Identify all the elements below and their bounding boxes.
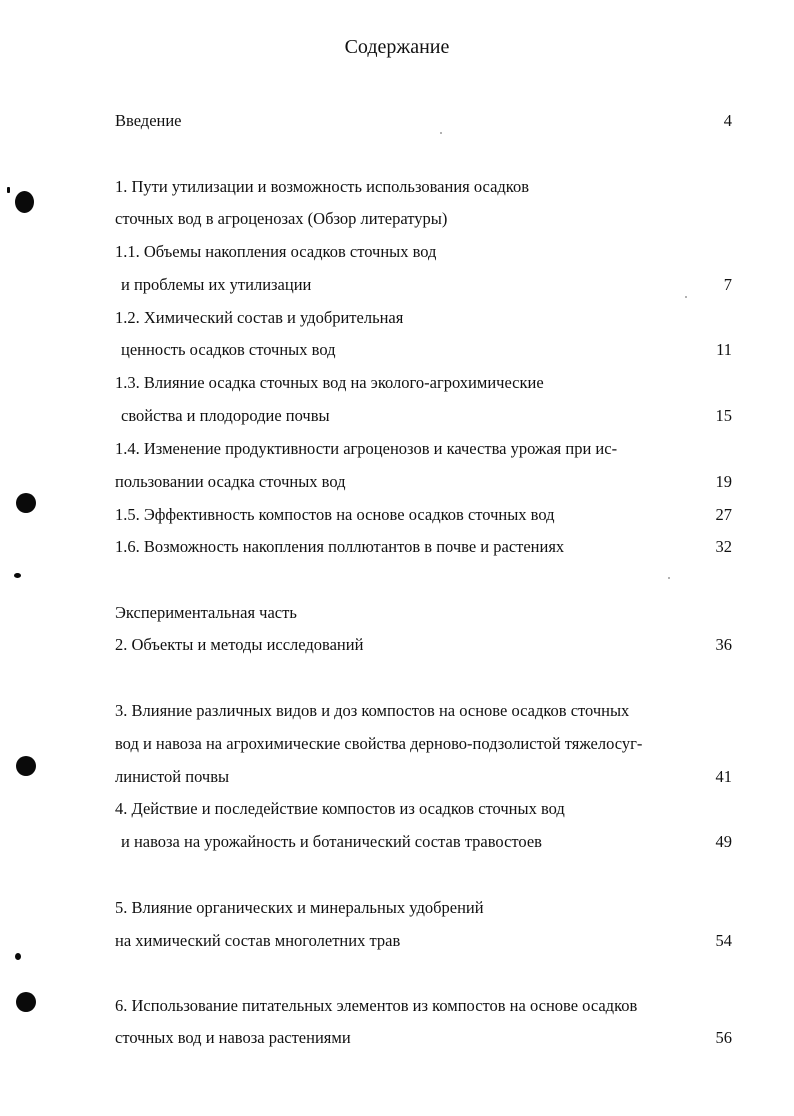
- toc-entry-chapter-4: [115, 797, 732, 821]
- toc-entry-text: пользовании осадка сточных вод: [115, 472, 346, 491]
- toc-entry-1-3-cont: [121, 404, 732, 428]
- scan-speck: [668, 577, 670, 579]
- page-title: Содержание: [344, 36, 450, 58]
- toc-entry-1-3: [115, 371, 732, 395]
- toc-entry-chapter-1: [115, 175, 732, 199]
- punch-hole-mark: [15, 191, 34, 213]
- toc-entry-text: на химический состав многолетних трав: [115, 931, 401, 950]
- toc-entry-text: линистой почвы: [115, 767, 230, 786]
- toc-entry-1-2-cont: [121, 338, 732, 362]
- toc-entry-1-1: [115, 240, 732, 264]
- toc-entry-page: 15: [715, 406, 732, 425]
- scan-speck: [440, 132, 442, 134]
- toc-entry-text: свойства и плодородие почвы: [121, 406, 330, 425]
- toc-entry-1-4: [115, 437, 732, 461]
- toc-entry-chapter-6: [115, 994, 732, 1018]
- toc-entry-text: и проблемы их утилизации: [121, 275, 312, 294]
- toc-entry-page: 56: [715, 1028, 732, 1047]
- toc-entry-chapter-4-cont: [121, 830, 732, 854]
- toc-entry-text: Введение: [115, 111, 182, 130]
- scan-speck: [15, 953, 21, 960]
- toc-entry-text: 6. Использование питательных элементов из компостов на основе осадков: [115, 996, 638, 1015]
- toc-entry-1-5: [115, 503, 732, 527]
- toc-entry-text: 1.3. Влияние осадка сточных вод на эколого-агрохимические: [115, 373, 544, 392]
- toc-entry-chapter-2: [115, 633, 732, 657]
- toc-entry-text: 2. Объекты и методы исследований: [115, 635, 364, 654]
- punch-hole-mark: [16, 992, 36, 1012]
- toc-entry-page: 11: [716, 340, 732, 359]
- toc-entry-chapter-3-cont2: [115, 765, 732, 789]
- scan-speck: [685, 296, 687, 298]
- scan-speck: [14, 573, 21, 578]
- toc-entry-text: 4. Действие и последействие компостов из осадков сточных вод: [115, 799, 565, 818]
- toc-entry-page: 32: [715, 537, 732, 556]
- toc-section-experimental: [115, 601, 732, 625]
- toc-entry-introduction: [115, 109, 732, 133]
- toc-entry-1-1-cont: [121, 273, 732, 297]
- toc-entry-1-2: [115, 306, 732, 330]
- toc-entry-text: вод и навоза на агрохимические свойства дерново-подзолистой тяжелосуг-: [115, 734, 643, 753]
- toc-entry-page: 49: [715, 832, 732, 851]
- toc-entry-text: Экспериментальная часть: [115, 603, 297, 622]
- toc-entry-chapter-5-cont: [115, 929, 732, 953]
- toc-entry-page: 7: [723, 275, 732, 294]
- toc-entry-chapter-5: [115, 896, 732, 920]
- toc-entry-text: ценность осадков сточных вод: [121, 340, 336, 359]
- toc-entry-chapter-3-cont: [115, 732, 732, 756]
- toc-entry-page: 19: [715, 472, 732, 491]
- toc-entry-text: 1.6. Возможность накопления поллютантов в почве и растениях: [115, 537, 565, 556]
- scan-speck: [7, 187, 10, 193]
- toc-entry-1-6: [115, 535, 732, 559]
- toc-entry-chapter-3: [115, 699, 732, 723]
- toc-entry-chapter-6-cont: [115, 1026, 732, 1050]
- toc-entry-page: 4: [723, 111, 732, 130]
- toc-entry-text: 1.4. Изменение продуктивности агроценозов и качества урожая при ис-: [115, 439, 618, 458]
- toc-entry-text: 1.5. Эффективность компостов на основе осадков сточных вод: [115, 505, 555, 524]
- toc-entry-text: 1. Пути утилизации и возможность использования осадков: [115, 177, 530, 196]
- toc-entry-text: сточных вод в агроценозах (Обзор литературы): [115, 209, 448, 228]
- toc-entry-chapter-1-cont: [115, 207, 732, 231]
- toc-entry-text: 1.2. Химический состав и удобрительная: [115, 308, 404, 327]
- toc-entry-text: и навоза на урожайность и ботанический состав травостоев: [121, 832, 542, 851]
- toc-entry-text: 1.1. Объемы накопления осадков сточных вод: [115, 242, 437, 261]
- toc-entry-page: 41: [715, 767, 732, 786]
- toc-entry-text: 5. Влияние органических и минеральных удобрений: [115, 898, 484, 917]
- toc-entry-1-4-cont: [115, 470, 732, 494]
- punch-hole-mark: [16, 493, 36, 513]
- punch-hole-mark: [16, 756, 36, 776]
- toc-entry-text: 3. Влияние различных видов и доз компостов на основе осадков сточных: [115, 701, 630, 720]
- toc-entry-page: 54: [715, 931, 732, 950]
- toc-entry-text: сточных вод и навоза растениями: [115, 1028, 351, 1047]
- toc-entry-page: 36: [715, 635, 732, 654]
- toc-entry-page: 27: [715, 505, 732, 524]
